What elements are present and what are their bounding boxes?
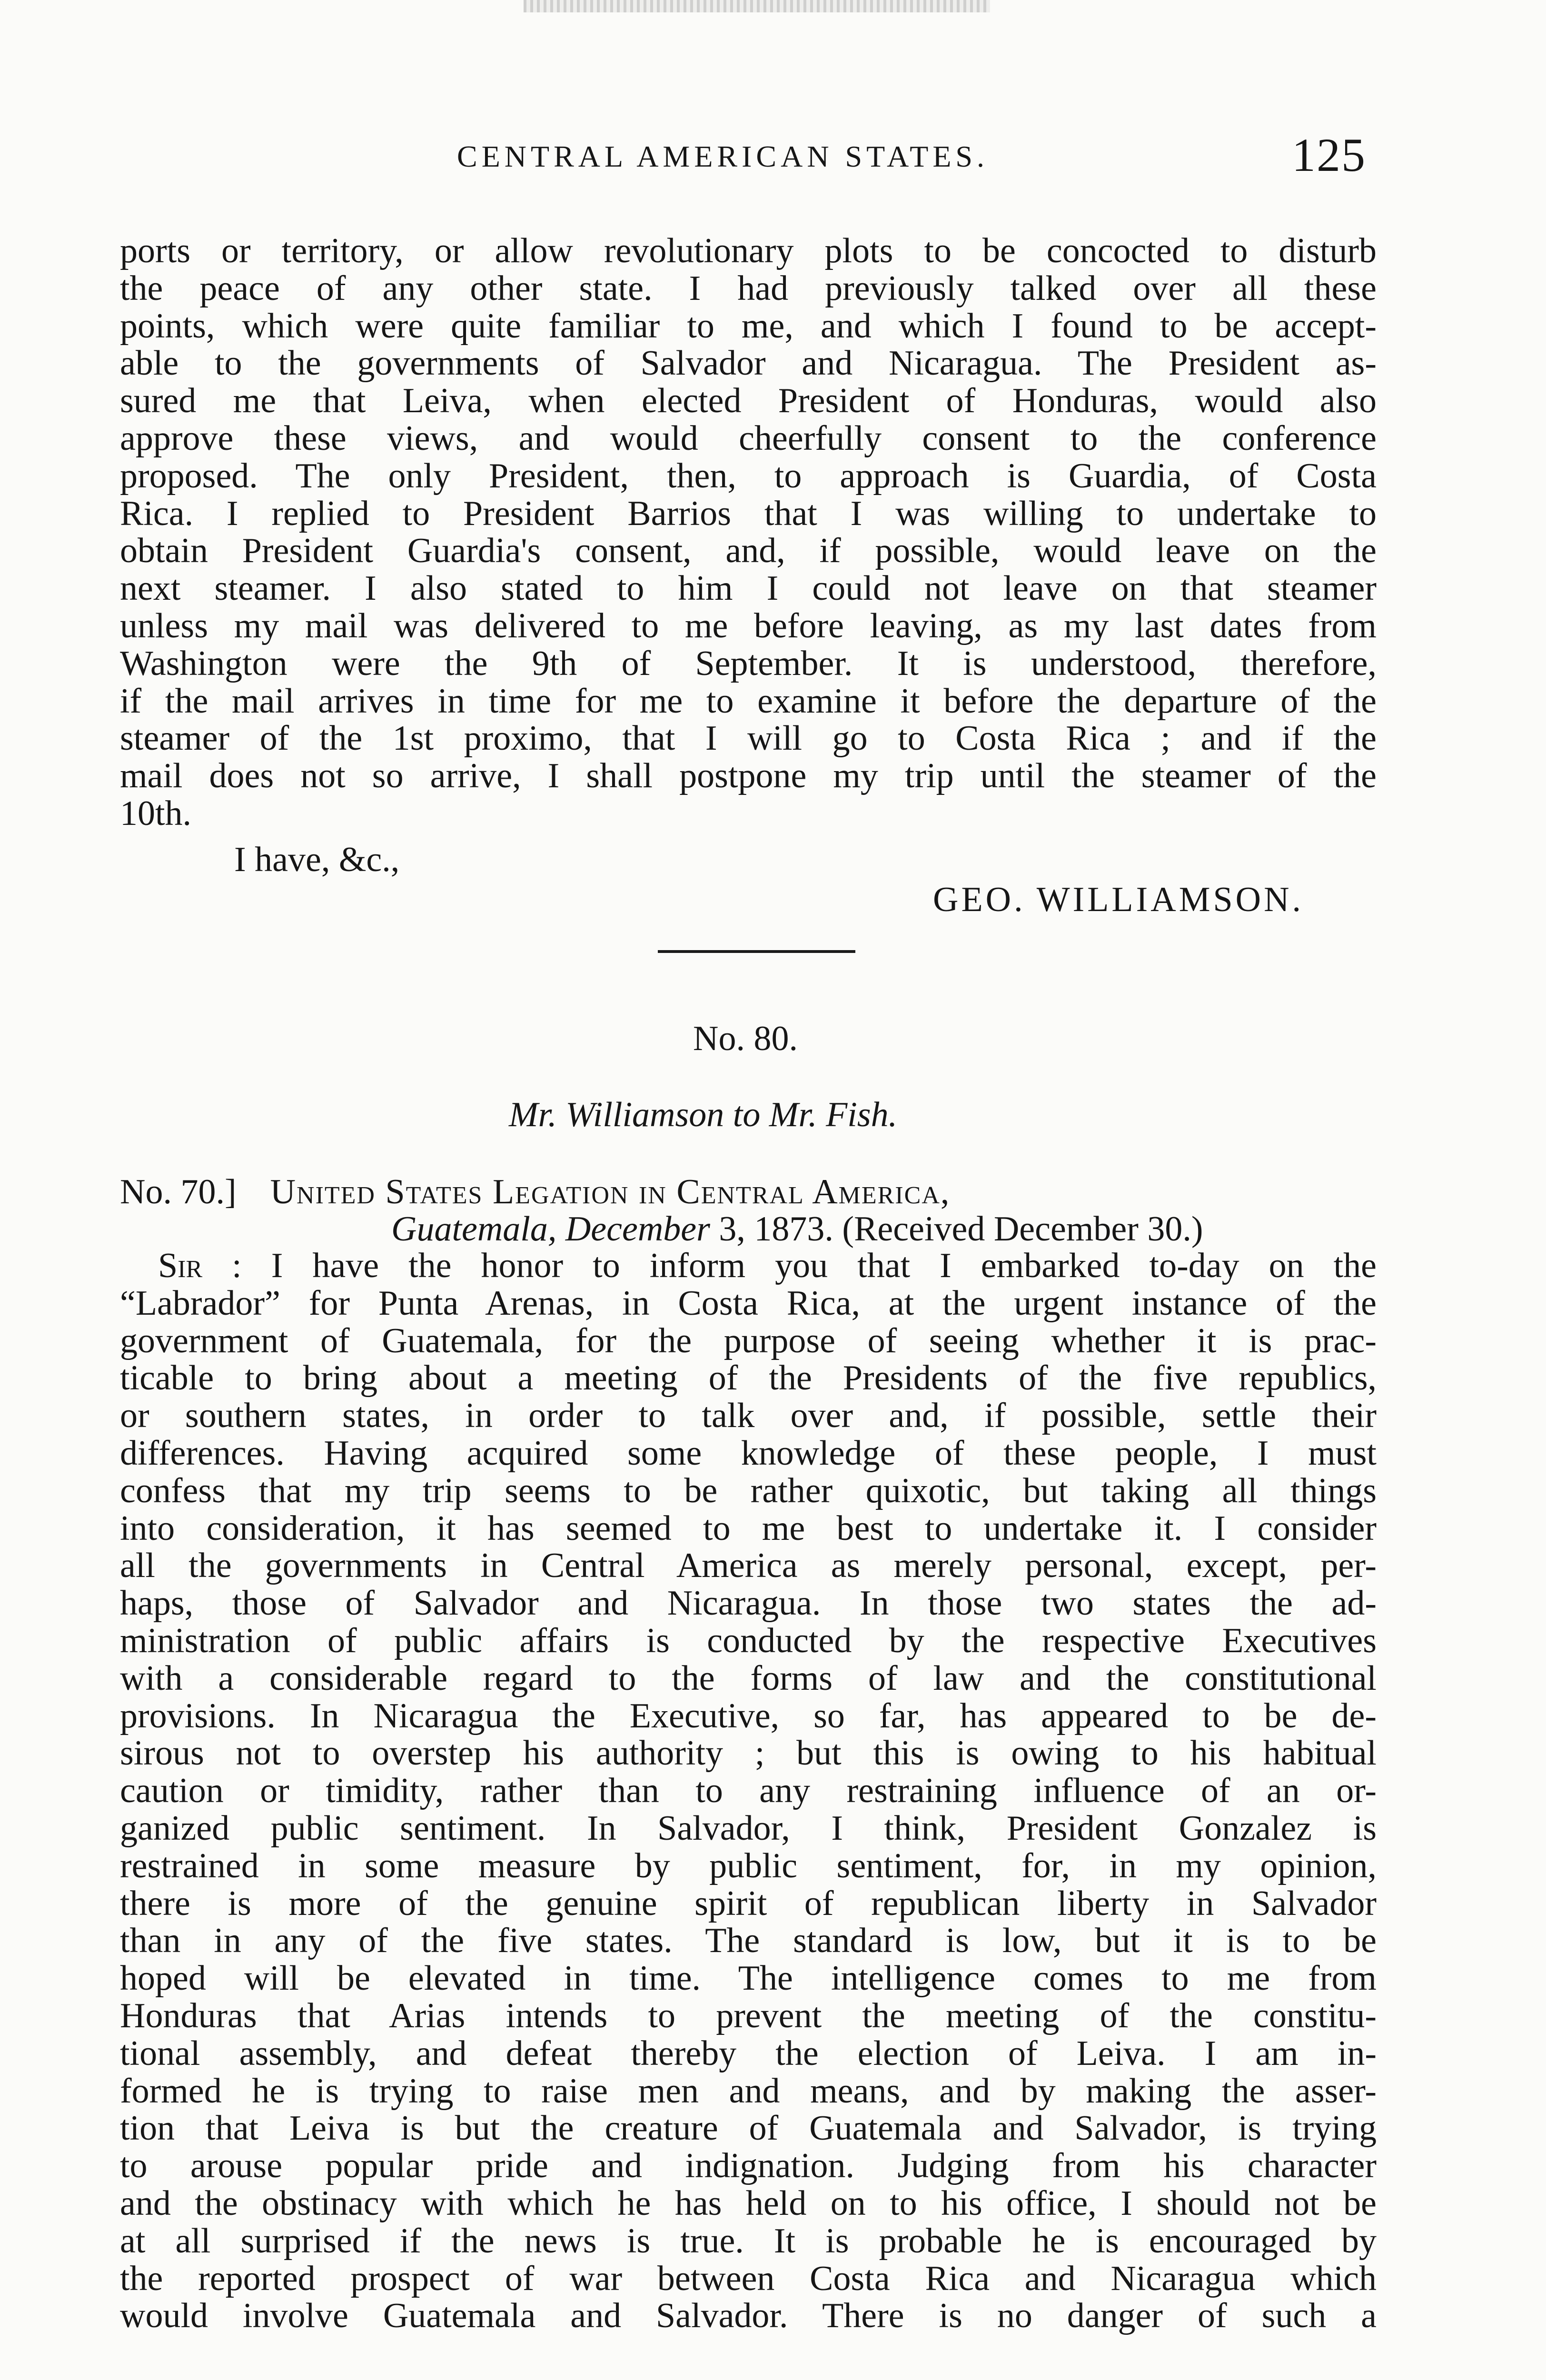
text-line: approve these views, and would cheerfully consent to the conference xyxy=(120,418,1377,458)
signature: GEO. WILLIAMSON. xyxy=(933,880,1304,919)
dispatch-number: No. 70.] xyxy=(120,1172,237,1211)
text-line: the peace of any other state. I had previously talked over all these xyxy=(120,268,1377,308)
text-line: Honduras that Arias intends to prevent the meeting of the constitu- xyxy=(120,1996,1377,2035)
text-line: proposed. The only President, then, to approach is Guardia, of Costa xyxy=(120,456,1377,496)
text-line: unless my mail was delivered to me before leaving, as my last dates from xyxy=(120,606,1377,645)
text-line: tional assembly, and defeat thereby the election of Leiva. I am in- xyxy=(120,2033,1377,2073)
text-line: there is more of the genuine spirit of republican liberty in Salvador xyxy=(120,1884,1377,1923)
text-line: hoped will be elevated in time. The intelligence comes to me from xyxy=(120,1959,1377,1998)
text-line: ministration of public affairs is conducted by the respective Executives xyxy=(120,1621,1377,1660)
text-line: provisions. In Nicaragua the Executive, so far, has appeared to be de- xyxy=(120,1696,1377,1735)
text-line: points, which were quite familiar to me, and which I found to be accept- xyxy=(120,306,1377,346)
text-line: able to the governments of Salvador and Nicaragua. The President as- xyxy=(120,344,1377,383)
text-line: haps, those of Salvador and Nicaragua. In those two states the ad- xyxy=(120,1584,1377,1623)
text-line: would involve Guatemala and Salvador. There is no danger of such a xyxy=(120,2296,1377,2336)
text-line: or southern states, in order to talk over and, if possible, settle their xyxy=(120,1396,1377,1436)
text-line: formed he is trying to raise men and means, and by making the asser- xyxy=(120,2071,1377,2111)
received-date: (Received December 30.) xyxy=(842,1210,1203,1249)
legation-name: United States Legation in Central America, xyxy=(270,1172,951,1211)
text-line: all the governments in Central America as merely personal, except, per- xyxy=(120,1546,1377,1586)
dispatch-place: Guatemala, xyxy=(391,1210,557,1249)
text-line: if the mail arrives in time for me to examine it before the departure of the xyxy=(120,681,1377,721)
document-title: Mr. Williamson to Mr. Fish. xyxy=(509,1095,898,1134)
text-line: tion that Leiva is but the creature of Guatemala and Salvador, is trying xyxy=(120,2109,1377,2148)
text-line: Washington were the 9th of September. It is understood, therefore, xyxy=(120,644,1377,683)
text-line: 10th. xyxy=(120,793,192,833)
text-line: next steamer. I also stated to him I could not leave on that steamer xyxy=(120,569,1377,608)
text-line: the reported prospect of war between Costa Rica and Nicaragua which xyxy=(120,2259,1377,2298)
text-line: differences. Having acquired some knowledge of these people, I must xyxy=(120,1433,1377,1473)
text-line: “Labrador” for Punta Arenas, in Costa Rica, at the urgent instance of the xyxy=(120,1283,1377,1323)
document-number: No. 80. xyxy=(693,1019,798,1058)
section-divider xyxy=(658,950,855,953)
page-number: 125 xyxy=(1292,129,1366,181)
text-line: caution or timidity, rather than to any restraining influence of an or- xyxy=(120,1771,1377,1811)
text-line: and the obstinacy with which he has held on to his office, I should not be xyxy=(120,2183,1377,2223)
text-line-first xyxy=(120,1247,1377,1285)
text-line: confess that my trip seems to be rather quixotic, but taking all things xyxy=(120,1471,1377,1510)
text-line: mail does not so arrive, I shall postpone my trip until the steamer of the xyxy=(120,756,1377,796)
text-line: sured me that Leiva, when elected President of Honduras, would also xyxy=(120,381,1377,421)
text-line: ticable to bring about a meeting of the Presidents of the five republics, xyxy=(120,1359,1377,1398)
text-line: sirous not to overstep his authority ; but this is owing to his habitual xyxy=(120,1734,1377,1773)
closing-phrase: I have, &c., xyxy=(234,840,400,879)
text-line: government of Guatemala, for the purpose of seeing whether it is prac- xyxy=(120,1321,1377,1360)
text-line: steamer of the 1st proximo, that I will go to Costa Rica ; and if the xyxy=(120,719,1377,758)
text-line: at all surprised if the news is true. It is probable he is encouraged by xyxy=(120,2221,1377,2261)
continuation-paragraph xyxy=(120,232,1377,833)
text-line: restrained in some measure by public sentiment, for, in my opinion, xyxy=(120,1846,1377,1885)
letter-body xyxy=(120,1247,1377,2335)
dispatch-heading xyxy=(120,1172,950,1212)
text-line: into consideration, it has seemed to me best to undertake it. I consider xyxy=(120,1508,1377,1548)
text-line: than in any of the five states. The standard is low, but it is to be xyxy=(120,1921,1377,1961)
dispatch-date: 3, 1873. xyxy=(719,1210,833,1249)
text-line: obtain President Guardia's consent, and, if possible, would leave on the xyxy=(120,531,1377,571)
dispatch-place-date xyxy=(391,1209,1203,1250)
running-title: CENTRAL AMERICAN STATES. xyxy=(457,139,989,173)
salutation: Sir : xyxy=(158,1246,242,1285)
text-line: ganized public sentiment. In Salvador, I think, President Gonzalez is xyxy=(120,1808,1377,1848)
text-line: Rica. I replied to President Barrios that I was willing to undertake to xyxy=(120,494,1377,533)
text-line: with a considerable regard to the forms of law and the constitutional xyxy=(120,1658,1377,1698)
text-line: ports or territory, or allow revolutionary plots to be concocted to disturb xyxy=(120,231,1377,270)
text-line: to arouse popular pride and indignation. Judging from his character xyxy=(120,2146,1377,2186)
first-line-text: I have the honor to inform you that I embarked to-day on the xyxy=(271,1246,1377,1285)
dispatch-month: December xyxy=(565,1210,710,1249)
scan-edge-artifact xyxy=(524,0,990,12)
